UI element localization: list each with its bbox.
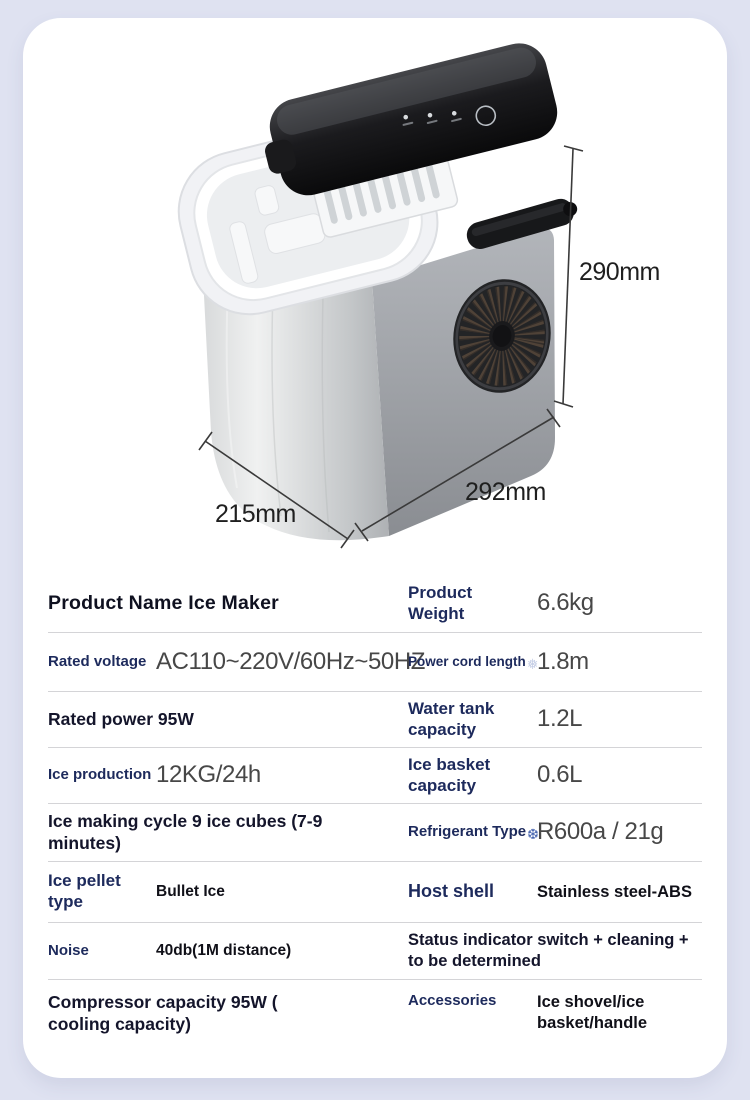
ice-production-value: 12KG/24h: [156, 761, 261, 789]
status-indicator-text: Status indicator switch + cleaning + to be determined: [408, 930, 689, 970]
product-name-text: Product Name Ice Maker: [48, 592, 279, 615]
spec-row-ice-pellet: [48, 862, 702, 923]
rated-voltage-label: Rated voltage: [48, 652, 147, 670]
noise-label: Noise: [48, 941, 89, 959]
depth-dimension-label: 292mm: [465, 478, 546, 506]
spec-row-ice-production: [48, 748, 702, 804]
ice-pellet-type-label: Ice pellet type: [48, 871, 121, 911]
spec-row-ice-cycle: [48, 804, 702, 862]
spec-row-noise: [48, 923, 702, 980]
ice-making-cycle-text: Ice making cycle 9 ice cubes (7-9 minutes): [48, 810, 323, 853]
refrigerant-type-label: Refrigerant Type❆: [408, 823, 539, 843]
spec-row-voltage: [48, 633, 702, 692]
power-cord-length-value: 1.8m: [537, 647, 589, 675]
ice-production-label: Ice production: [48, 766, 152, 784]
height-dimension-label: 290mm: [579, 258, 660, 286]
refrigerant-type-value: R600a / 21g: [537, 818, 664, 846]
water-tank-capacity-label: Water tank capacity: [408, 698, 495, 739]
accessories-label: Accessories: [408, 992, 497, 1009]
ice-pellet-type-value: Bullet Ice: [156, 883, 225, 901]
product-info-card: [23, 18, 727, 1078]
noise-value: 40db(1M distance): [156, 942, 292, 960]
spec-row-product-name: [48, 575, 702, 633]
water-tank-capacity-value: 1.2L: [537, 705, 583, 733]
product-weight-value: 6.6kg: [537, 589, 594, 617]
compressor-capacity-text: Compressor capacity 95W ( cooling capacity): [48, 992, 278, 1034]
ice-basket-capacity-value: 0.6L: [537, 761, 583, 789]
accessories-value: Ice shovel/ice basket/handle: [537, 993, 648, 1032]
product-weight-label: Product Weight: [408, 582, 473, 623]
spec-row-compressor: [48, 980, 702, 1076]
power-cord-stamp-icon: ❅: [526, 655, 539, 672]
power-cord-length-label: Power cord length❅: [408, 653, 539, 672]
rated-voltage-value: AC110~220V/60Hz~50HZ: [156, 647, 426, 675]
width-dimension-label: 215mm: [215, 500, 296, 528]
product-hero: [23, 18, 727, 575]
ice-basket-capacity-label: Ice basket capacity: [408, 754, 491, 795]
host-shell-value: Stainless steel-ABS: [537, 882, 692, 901]
ice-maker-illustration: [23, 18, 727, 575]
refrigerant-stamp-icon: ❆: [527, 826, 539, 843]
rated-power-text: Rated power 95W: [48, 708, 194, 729]
spec-table: [48, 575, 702, 1076]
spec-row-rated-power: [48, 692, 702, 748]
host-shell-label: Host shell: [408, 881, 495, 902]
